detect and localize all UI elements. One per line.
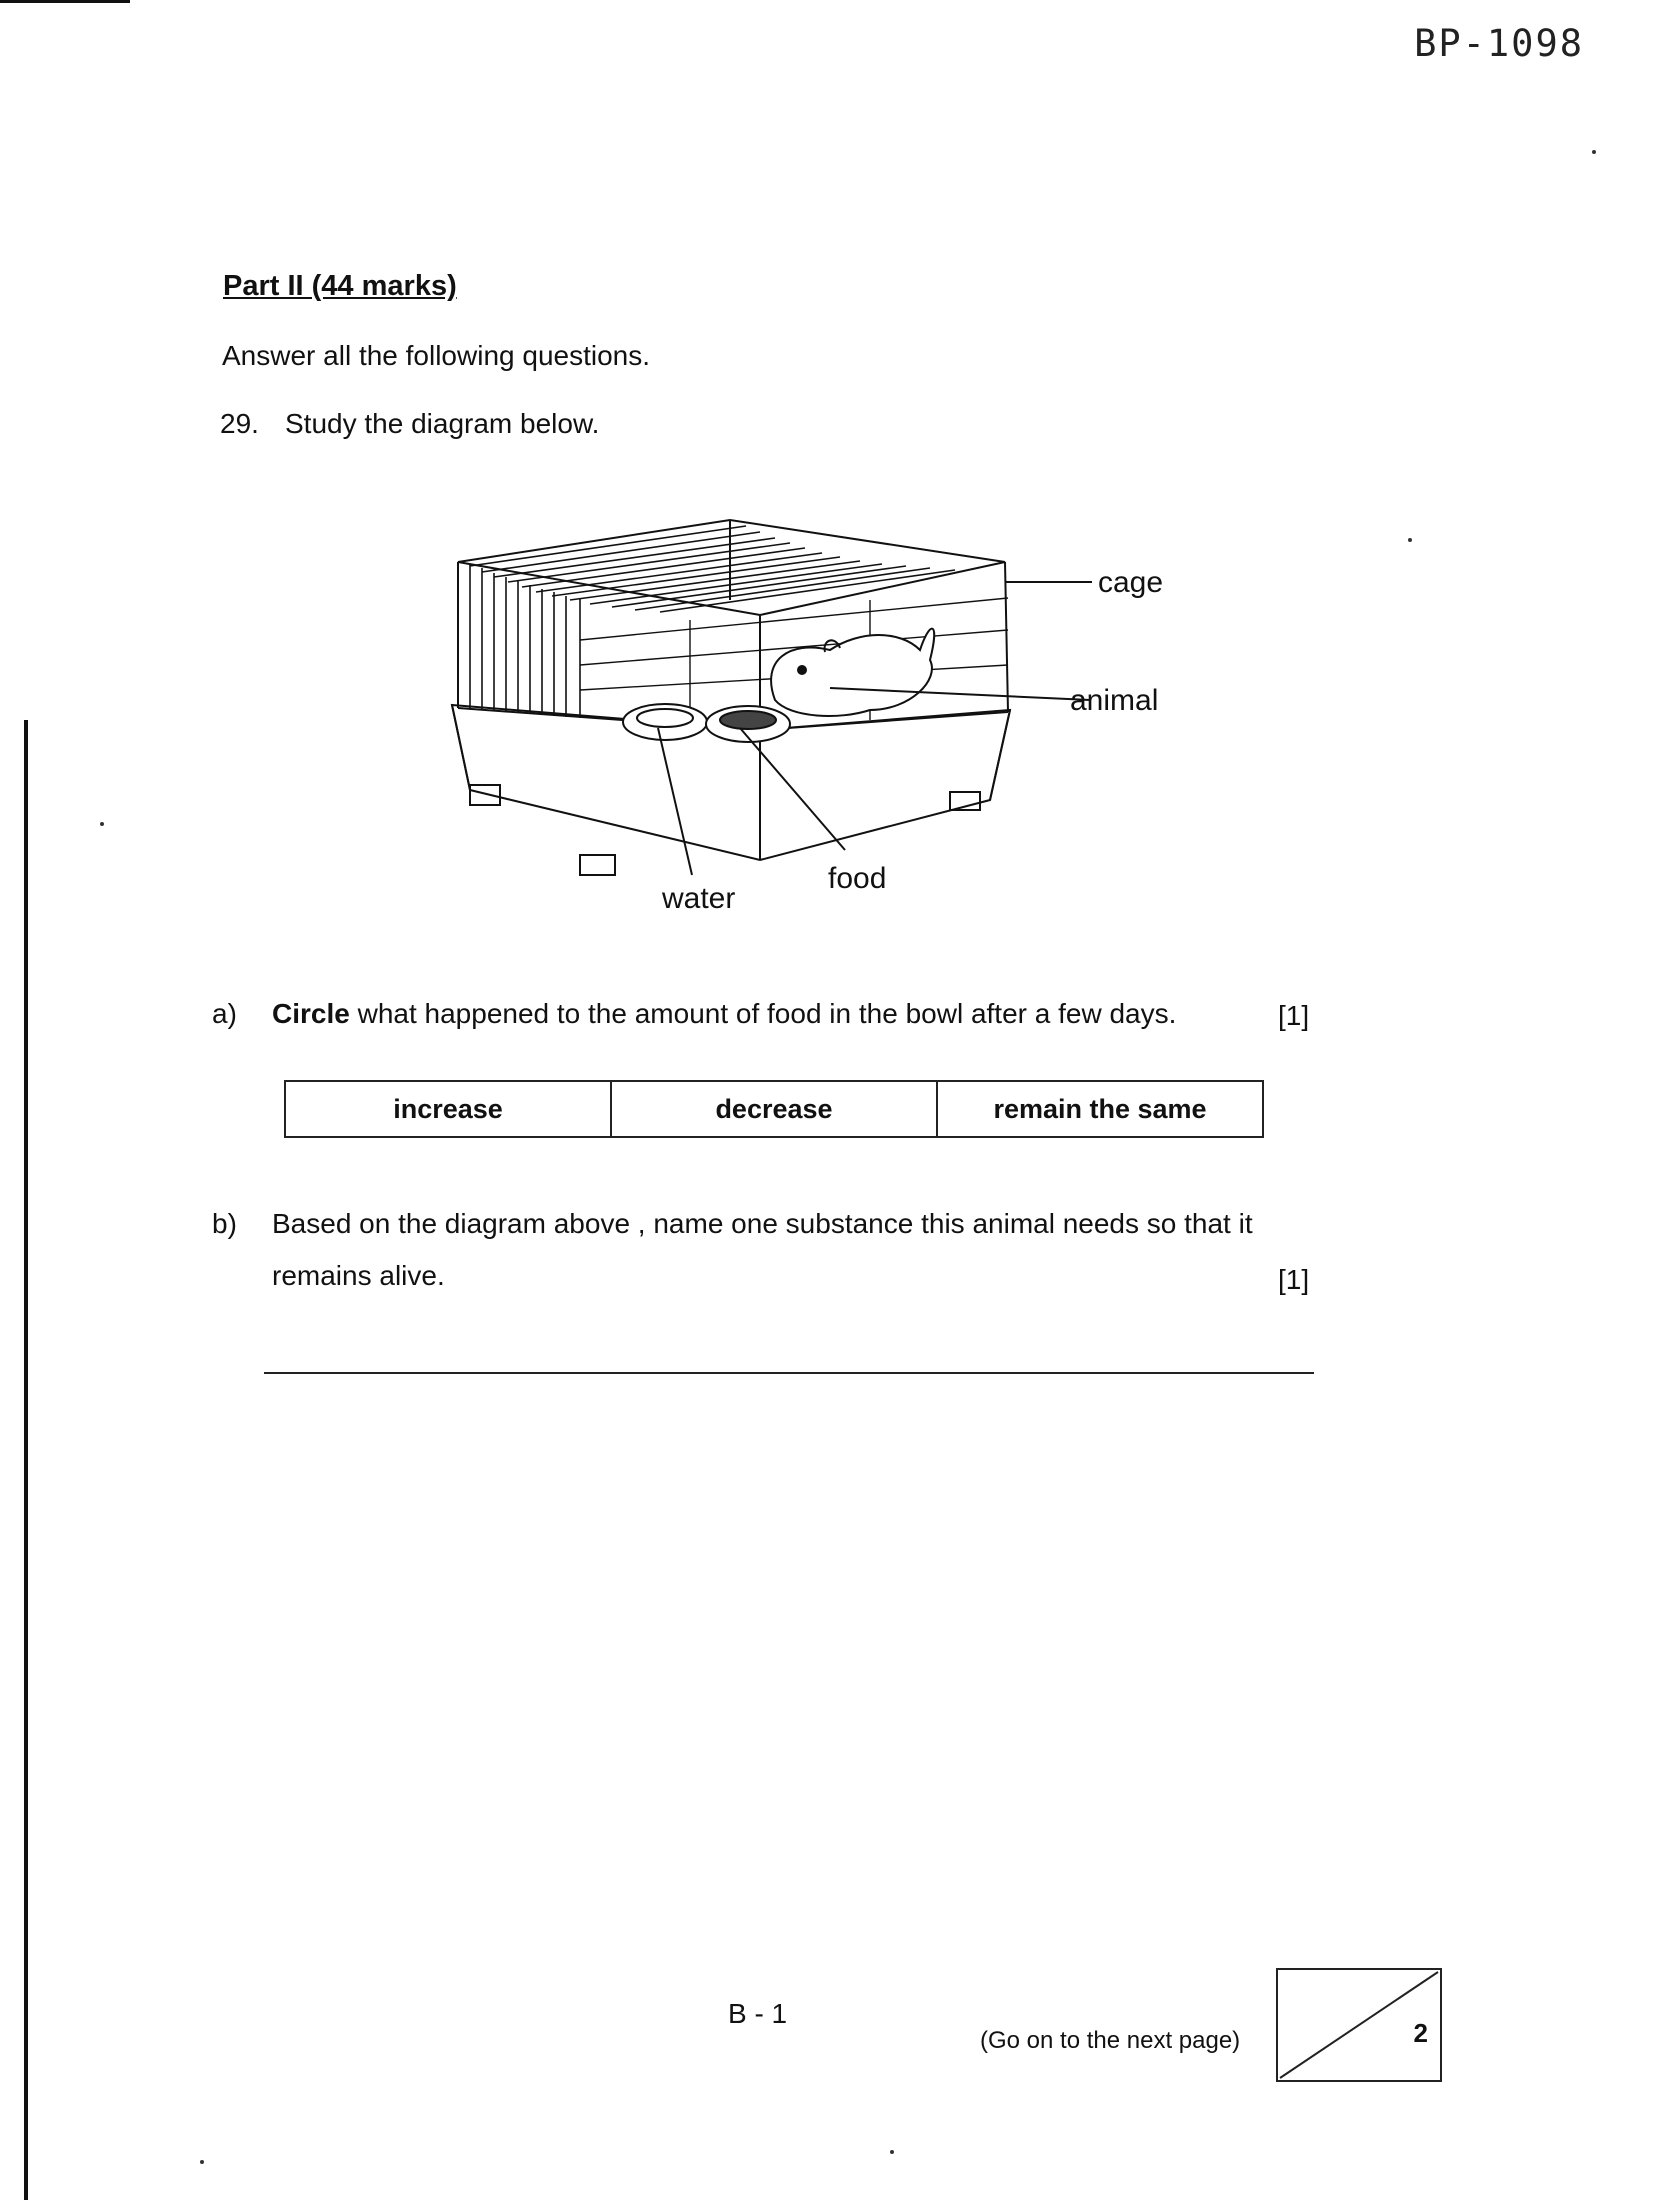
option-decrease[interactable]: decrease [611,1081,937,1137]
paper-code: BP-1098 [1414,22,1584,65]
part-b-line2: remains alive. [272,1260,445,1291]
question-stem: Study the diagram below. [285,408,600,439]
part-a-marks: [1] [1278,1000,1310,1031]
option-increase[interactable]: increase [285,1081,611,1137]
label-water: water [662,882,736,915]
answer-options-table [284,1080,1264,1138]
question-number: 29. [220,408,259,439]
label-food: food [828,862,887,895]
scan-speck [100,822,104,826]
part-a-text: what happened to the amount of food in the bowl after a few days. [349,998,1177,1029]
part-a-question [272,998,1176,1030]
top-edge-rule [0,0,130,3]
scan-speck [890,2150,894,2154]
part-b-marks: [1] [1278,1264,1310,1295]
go-on-note: (Go on to the next page) [980,2027,1241,2054]
option-remain-the-same[interactable]: remain the same [937,1081,1263,1137]
part-title: Part II (44 marks) [223,270,457,302]
score-value: 2 [1413,2018,1428,2048]
part-b-line1: Based on the diagram above , name one substance this animal needs so that it [272,1208,1253,1239]
animal-drawing [771,629,934,716]
label-animal: animal [1070,684,1159,717]
water-bowl [623,704,707,740]
score-box [1276,1968,1442,2082]
left-edge-rule [24,720,28,2200]
instruction: Answer all the following questions. [222,340,651,371]
label-cage: cage [1098,566,1164,599]
scan-speck [200,2160,204,2164]
cage-diagram [430,480,1190,930]
answer-line[interactable] [264,1372,1314,1374]
part-b-letter: b) [212,1208,237,1239]
part-a-bold: Circle [272,998,350,1029]
page-number: B - 1 [728,1998,788,2029]
scan-speck [1408,538,1412,542]
part-a-letter: a) [212,998,237,1029]
scan-speck [1592,150,1596,154]
